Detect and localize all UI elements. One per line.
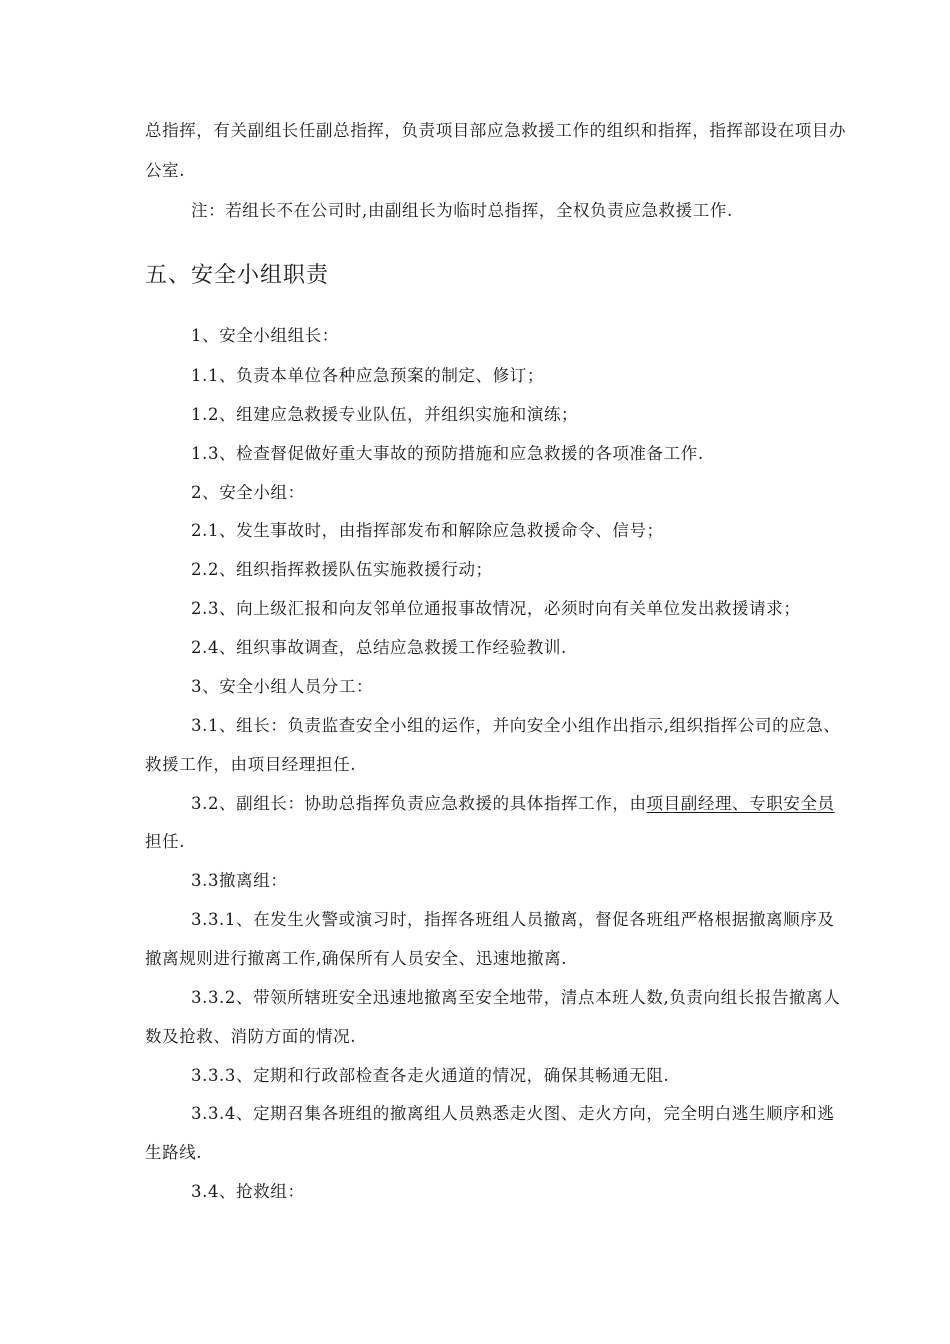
underlined-text: 项目副经理、专职安全员	[646, 794, 835, 813]
list-item: 3.3.4、定期召集各班组的撤离组人员熟悉走火图、走火方向，完全明白逃生顺序和逃	[191, 1104, 835, 1123]
paragraph-line: 生路线.	[145, 1143, 203, 1162]
list-item: 3、安全小组人员分工：	[191, 677, 374, 696]
list-item: 2.3、向上级汇报和向友邻单位通报事故情况，必须时向有关单位发出救援请求；	[191, 599, 801, 618]
paragraph-line: 公室.	[145, 161, 186, 180]
section-heading: 五、安全小组职责	[145, 263, 330, 288]
paragraph-line: 总指挥，有关副组长任副总指挥，负责项目部应急救援工作的组织和指挥，指挥部设在项目办	[145, 121, 847, 140]
list-item: 3.3.3、定期和行政部检查各走火通道的情况，确保其畅通无阻.	[191, 1066, 670, 1085]
list-item-text: 3.2、副组长：协助总指挥负责应急救援的具体指挥工作，由	[191, 794, 647, 813]
paragraph-line: 救援工作，由项目经理担任.	[145, 755, 357, 774]
list-item: 1.1、负责本单位各种应急预案的制定、修订；	[191, 366, 544, 385]
paragraph-line: 担任.	[145, 832, 186, 851]
list-item: 1.2、组建应急救援专业队伍，并组织实施和演练；	[191, 405, 579, 424]
paragraph-line: 撤离规则进行撤离工作,确保所有人员安全、迅速地撤离.	[145, 949, 568, 968]
list-item: 3.3撤离组：	[191, 871, 288, 890]
list-item	[191, 796, 845, 813]
list-item: 3.1、组长：负责监查安全小组的运作，并向安全小组作出指示,组织指挥公司的应急、	[191, 716, 841, 735]
list-item: 3.3.2、带领所辖班安全迅速地撤离至安全地带，清点本班人数,负责向组长报告撤离人	[191, 988, 841, 1007]
list-item: 2.1、发生事故时，由指挥部发布和解除应急救援命令、信号；	[191, 521, 664, 540]
note-line: 注：若组长不在公司时,由副组长为临时总指挥，全权负责应急救援工作.	[191, 201, 733, 220]
list-item: 2.2、组织指挥救援队伍实施救援行动；	[191, 560, 493, 579]
list-item: 3.3.1、在发生火警或演习时，指挥各班组人员撤离，督促各班组严格根据撤离顺序及	[191, 910, 835, 929]
list-item: 1.3、检查督促做好重大事故的预防措施和应急救援的各项准备工作.	[191, 444, 704, 463]
list-item: 3.4、抢救组：	[191, 1182, 305, 1201]
paragraph-line: 数及抢救、消防方面的情况.	[145, 1027, 357, 1046]
list-item: 2.4、组织事故调查，总结应急救援工作经验教训.	[191, 638, 567, 657]
list-item: 2、安全小组：	[191, 483, 305, 502]
list-item: 1、安全小组组长：	[191, 326, 339, 345]
